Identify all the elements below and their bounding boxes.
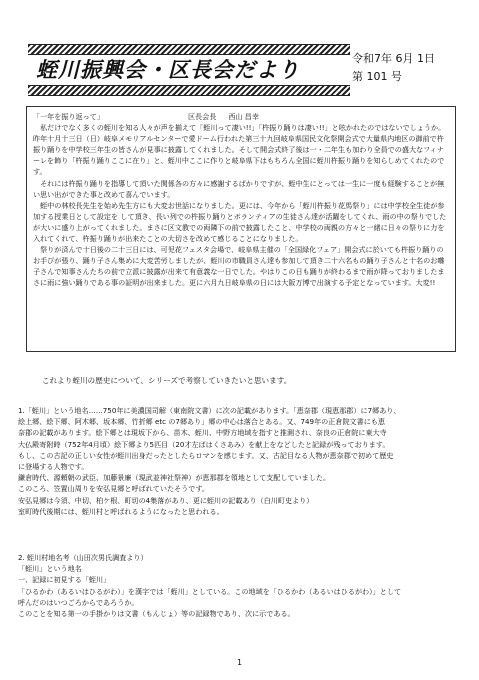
text-line: 鎌倉時代、源頼朝の武臣、加藤景廉（現武並神社祭神）が恵那郡を領地として支配していました。	[18, 473, 331, 483]
article-paragraph: 祭りが済んで十日後の二十三日には、可児花フェスタ会場で、岐阜県主催の「全国緑化フェア」開会式に於いても杵振り踊りのお手びが張り、踊り子さん集めに大変苦労しましたが、蛭川の市職員さん達も参加して頂き二十六名もの踊り子さんと十名のお囃子さんで知事さんたちの前で立派に披露が出来て有意義な一日でした。やはりこの日も踊りが終わるまで雨が降っておりましたまさに雨に強い踊りである事の証明が出来ました。更に六月九日岐阜県の日には大阪万博で出演する予定となっています。大変!!	[33, 245, 445, 288]
text-line: 絵上郷、絵下郷、阿木郷、坂本郷、竹折郷 etc の7郷あり」郷の中心は落合とある。又、749年の正倉院文書にも恵	[18, 417, 386, 427]
history-section-1	[18, 405, 458, 517]
article-paragraph: 私だけでなく多くの蛭川を知る人々が声を揃えて「蛭川って凄い!!」「杵振り踊りは凄い!!」と呟かれたのではないでしょうか。昨年十月十三日（日）岐阜メモリアルセンターで愛ドーム行われた第三十九回岐阜県国民文化祭開会式で大量県内地区の御前で杵振り踊りを中学校三年生の皆さんが見事に披露してくれました。そして開会式終了後は一・二年生も加わり全員での盛大なフィナーレを飾り「杵振り踊りここに在り」と、蛭川中ここに作りと岐阜県下はもちろん全国に蛭川杵振り踊りを知らしめてくれたのです。	[33, 123, 446, 177]
article-paragraph: 蛭中の林校長先生を始め先生方にも大変お世話になりました。更には、今年から「蛭川杵振り花馬祭り」には中学校全生徒が参加する授業日として設定を して頂き、長い列での杵振り踊りとボランティアの生徒さん達が活躍をしてくれ、雨の中の祭りでしたが大いに盛り上がってくれました。まさに区文教での両隣下の前で披露したこと、中学校の両親の方々と一緒に日々の祭りに力を入れてくれて、杵振り踊りが出来たことの大切さを改めて感じることになりました。	[33, 200, 447, 244]
text-line: もし、この古記の正しい女性が蛭川出身だったとしたらロマンを感じます。又、古記目なる人物が恵奈郡で初めて歴史	[18, 450, 394, 460]
text-line: 「ひるかわ（あるいはひるがわ）」を漢字では「蛭川」としている。この地域を「ひるかわ（あるいはひるがわ）」として	[18, 586, 402, 596]
text-line: 1.「蛭川」という地名……750年に美濃国司解（東南院文書）に次の記載があります。「恵奈郡（現恵那郡）に7郷あり、	[18, 406, 401, 415]
masthead	[28, 44, 350, 96]
author-name: 西山 昌幸	[228, 112, 259, 121]
text-line: 大仏殿寄附時（752年4月頃）絵下郷より5匹目（20才左ばはくさあみ）を献上をなどしたと記録が残っております。	[18, 439, 390, 449]
masthead-stripe-top	[28, 44, 350, 55]
subsection-heading: 一、記録に初見する「蛭川」	[18, 575, 111, 585]
issue-info	[352, 50, 450, 92]
issue-number: 第 101 号	[352, 70, 402, 83]
section-heading: 2. 蛭川村地名考（山田次男氏調査より）	[18, 553, 148, 562]
text-line: 室町時代後期には、蛭川村と呼ばれるようになったと思われる。	[18, 506, 224, 516]
article-paragraph: それには杵振り踊りを指導して頂いた関係各の方々に感謝するばかりですが、蛭中生にとっては一生に一度も経験することが無い思い出ができた事と改めて喜んでいます。	[33, 178, 445, 199]
newsletter-title: 蛭川振興会・区長会だより	[36, 57, 300, 82]
article-header	[33, 111, 449, 122]
text-line: に登場する人物です。	[18, 462, 89, 472]
author-role: 区長会長	[187, 112, 217, 121]
issue-date: 令和7年 6月 1日	[352, 52, 435, 65]
header-spacer	[116, 111, 176, 122]
history-section-2	[18, 552, 458, 619]
subsection-heading: 「蛭川」という地名	[18, 564, 82, 574]
text-line: このことを知る第一の手掛かりは文書（もんじょ）等の記録物であり、次に示である。	[18, 609, 295, 619]
feature-article-box	[26, 106, 456, 352]
series-intro: これより蛭川の歴史について、シリーズで考察していきたいと思います。	[42, 376, 292, 385]
text-line: このころ、笠置山周りを安弘見郷と呼ばれていたそうです。	[18, 484, 209, 494]
text-line: 奈郡の記載があります。絵下郷とは現坂下から、苗木、蛭川、中野方地域を指すと推測され、奈良の正倉院に東大寺	[18, 428, 387, 438]
text-line: 安弘見郷は今須、中切、柏ケ根、町切の4集落があり、更に蛭川の記載あり（白川町史より）	[18, 495, 314, 505]
text-line: 呼んだのはいつごろからであろうか。	[18, 597, 139, 607]
article-heading: 「一年を振り返って」	[33, 112, 104, 121]
masthead-stripe-bottom	[28, 85, 350, 96]
page-number: 1	[236, 658, 243, 667]
